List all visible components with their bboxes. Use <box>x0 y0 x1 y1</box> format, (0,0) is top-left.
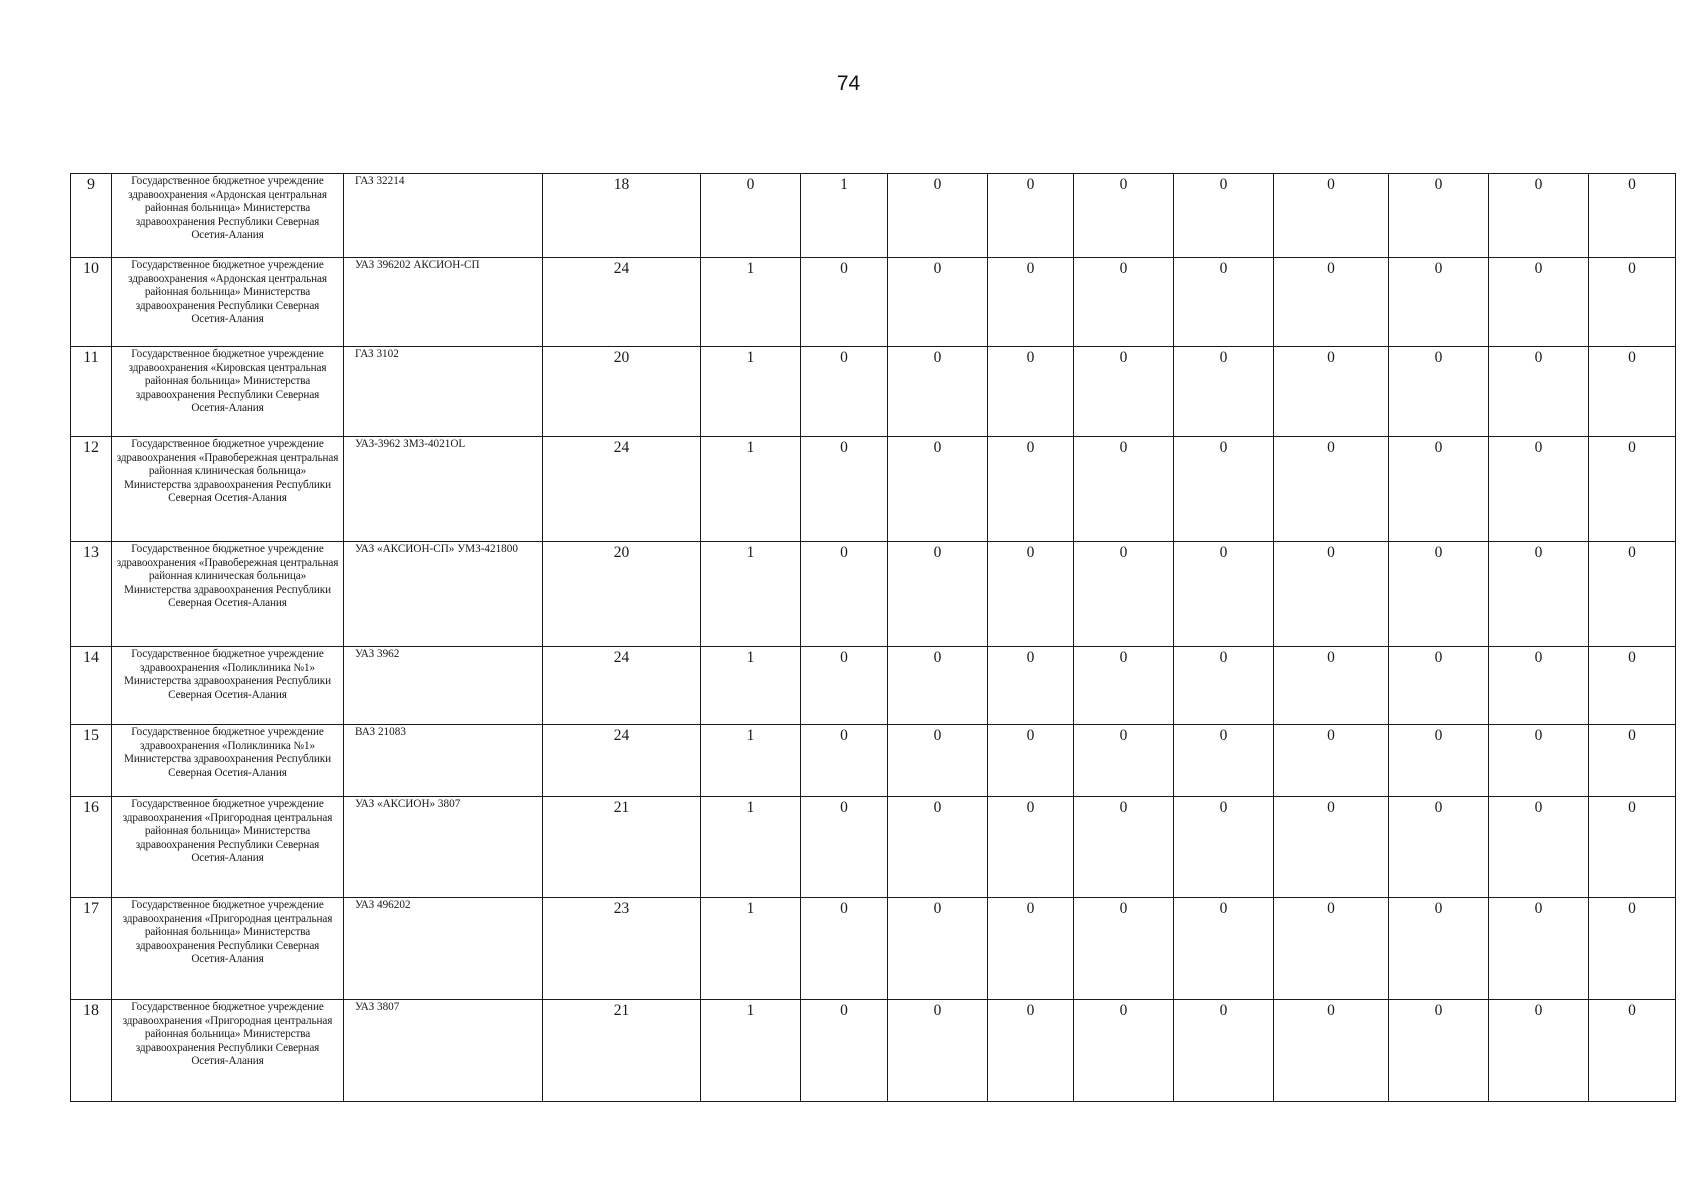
value-cell: 0 <box>1174 647 1274 725</box>
table-row <box>71 542 1676 647</box>
value-cell: 1 <box>701 725 801 797</box>
row-number-cell: 15 <box>71 725 112 797</box>
row-number-cell: 9 <box>71 174 112 258</box>
value-cell: 0 <box>1074 347 1174 437</box>
value-cell: 24 <box>543 258 701 347</box>
vehicle-model-cell: УАЗ 496202 <box>344 898 543 1000</box>
value-cell: 0 <box>988 174 1074 258</box>
value-cell: 0 <box>988 437 1074 542</box>
value-cell: 0 <box>1389 542 1489 647</box>
organization-cell: Государственное бюджетное учреждение здравоохранения «Кировская центральная районная больница» Министерства здравоохранения Республики Северная Осетия-Алания <box>112 347 344 437</box>
value-cell: 0 <box>701 174 801 258</box>
value-cell: 24 <box>543 725 701 797</box>
table-row <box>71 437 1676 542</box>
value-cell: 0 <box>1389 725 1489 797</box>
table-row <box>71 258 1676 347</box>
value-cell: 0 <box>1589 797 1676 898</box>
value-cell: 0 <box>1274 437 1389 542</box>
value-cell: 20 <box>543 347 701 437</box>
value-cell: 0 <box>888 647 988 725</box>
value-cell: 0 <box>1489 258 1589 347</box>
page-number: 74 <box>836 72 861 95</box>
table-row <box>71 174 1676 258</box>
value-cell: 0 <box>1174 174 1274 258</box>
value-cell: 0 <box>1074 725 1174 797</box>
organization-cell: Государственное бюджетное учреждение здравоохранения «Правобережная центральная районная клиническая больница» Министерства здравоохранения Республики Северная Осетия-Алания <box>112 542 344 647</box>
value-cell: 0 <box>1174 258 1274 347</box>
value-cell: 0 <box>1589 1000 1676 1102</box>
value-cell: 0 <box>1489 1000 1589 1102</box>
value-cell: 0 <box>801 542 888 647</box>
value-cell: 0 <box>888 437 988 542</box>
value-cell: 0 <box>1274 898 1389 1000</box>
value-cell: 0 <box>801 258 888 347</box>
vehicle-model-cell: УАЗ «АКСИОН» 3807 <box>344 797 543 898</box>
value-cell: 0 <box>1174 437 1274 542</box>
value-cell: 0 <box>888 725 988 797</box>
vehicle-table <box>70 173 1676 1102</box>
value-cell: 0 <box>801 797 888 898</box>
vehicle-model-cell: ВАЗ 21083 <box>344 725 543 797</box>
value-cell: 0 <box>988 898 1074 1000</box>
value-cell: 18 <box>543 174 701 258</box>
value-cell: 0 <box>801 437 888 542</box>
value-cell: 0 <box>1389 898 1489 1000</box>
value-cell: 23 <box>543 898 701 1000</box>
value-cell: 0 <box>1489 347 1589 437</box>
value-cell: 0 <box>1389 347 1489 437</box>
value-cell: 0 <box>1489 797 1589 898</box>
value-cell: 0 <box>888 1000 988 1102</box>
table-row <box>71 1000 1676 1102</box>
value-cell: 0 <box>801 347 888 437</box>
table-row <box>71 647 1676 725</box>
row-number-cell: 17 <box>71 898 112 1000</box>
value-cell: 0 <box>988 725 1074 797</box>
value-cell: 24 <box>543 437 701 542</box>
vehicle-model-cell: УАЗ-3962 ЗМЗ-4021OL <box>344 437 543 542</box>
value-cell: 0 <box>1589 542 1676 647</box>
organization-cell: Государственное бюджетное учреждение здравоохранения «Поликлиника №1» Министерства здравоохранения Республики Северная Осетия-Алания <box>112 647 344 725</box>
vehicle-model-cell: УАЗ 3962 <box>344 647 543 725</box>
value-cell: 0 <box>1389 1000 1489 1102</box>
value-cell: 1 <box>801 174 888 258</box>
value-cell: 0 <box>1274 347 1389 437</box>
value-cell: 0 <box>1174 1000 1274 1102</box>
value-cell: 0 <box>1274 797 1389 898</box>
value-cell: 0 <box>1589 898 1676 1000</box>
value-cell: 0 <box>1274 725 1389 797</box>
table-row <box>71 797 1676 898</box>
value-cell: 0 <box>1074 797 1174 898</box>
organization-cell: Государственное бюджетное учреждение здравоохранения «Пригородная центральная районная больница» Министерства здравоохранения Республики Северная Осетия-Алания <box>112 797 344 898</box>
value-cell: 0 <box>801 1000 888 1102</box>
row-number-cell: 13 <box>71 542 112 647</box>
organization-cell: Государственное бюджетное учреждение здравоохранения «Пригородная центральная районная больница» Министерства здравоохранения Республики Северная Осетия-Алания <box>112 1000 344 1102</box>
value-cell: 0 <box>1389 797 1489 898</box>
value-cell: 0 <box>1489 898 1589 1000</box>
value-cell: 0 <box>988 797 1074 898</box>
value-cell: 0 <box>1274 542 1389 647</box>
value-cell: 0 <box>988 347 1074 437</box>
vehicle-model-cell: ГАЗ 32214 <box>344 174 543 258</box>
value-cell: 0 <box>1589 258 1676 347</box>
organization-cell: Государственное бюджетное учреждение здравоохранения «Поликлиника №1» Министерства здравоохранения Республики Северная Осетия-Алания <box>112 725 344 797</box>
value-cell: 0 <box>1589 725 1676 797</box>
value-cell: 0 <box>1074 898 1174 1000</box>
value-cell: 0 <box>1074 174 1174 258</box>
value-cell: 0 <box>1489 647 1589 725</box>
value-cell: 0 <box>1074 258 1174 347</box>
value-cell: 0 <box>1274 258 1389 347</box>
value-cell: 0 <box>988 1000 1074 1102</box>
vehicle-model-cell: УАЗ «АКСИОН-СП» УМЗ-421800 <box>344 542 543 647</box>
row-number-cell: 18 <box>71 1000 112 1102</box>
value-cell: 1 <box>701 647 801 725</box>
organization-cell: Государственное бюджетное учреждение здравоохранения «Ардонская центральная районная больница» Министерства здравоохранения Республики Северная Осетия-Алания <box>112 174 344 258</box>
value-cell: 0 <box>1174 898 1274 1000</box>
value-cell: 0 <box>888 542 988 647</box>
value-cell: 0 <box>888 347 988 437</box>
value-cell: 0 <box>1489 437 1589 542</box>
row-number-cell: 14 <box>71 647 112 725</box>
value-cell: 0 <box>1389 437 1489 542</box>
value-cell: 0 <box>1389 258 1489 347</box>
value-cell: 0 <box>1489 725 1589 797</box>
table-row <box>71 725 1676 797</box>
value-cell: 1 <box>701 437 801 542</box>
value-cell: 0 <box>1389 647 1489 725</box>
value-cell: 0 <box>1074 437 1174 542</box>
value-cell: 0 <box>1274 1000 1389 1102</box>
row-number-cell: 10 <box>71 258 112 347</box>
organization-cell: Государственное бюджетное учреждение здравоохранения «Ардонская центральная районная больница» Министерства здравоохранения Республики Северная Осетия-Алания <box>112 258 344 347</box>
value-cell: 21 <box>543 1000 701 1102</box>
value-cell: 1 <box>701 1000 801 1102</box>
vehicle-model-cell: ГАЗ 3102 <box>344 347 543 437</box>
row-number-cell: 12 <box>71 437 112 542</box>
table-row <box>71 898 1676 1000</box>
value-cell: 0 <box>1589 347 1676 437</box>
value-cell: 1 <box>701 898 801 1000</box>
value-cell: 0 <box>888 898 988 1000</box>
value-cell: 0 <box>801 725 888 797</box>
organization-cell: Государственное бюджетное учреждение здравоохранения «Правобережная центральная районная клиническая больница» Министерства здравоохранения Республики Северная Осетия-Алания <box>112 437 344 542</box>
vehicle-model-cell: УАЗ 3807 <box>344 1000 543 1102</box>
value-cell: 0 <box>1489 174 1589 258</box>
value-cell: 0 <box>988 258 1074 347</box>
value-cell: 0 <box>1174 797 1274 898</box>
value-cell: 0 <box>1174 725 1274 797</box>
value-cell: 0 <box>1074 647 1174 725</box>
value-cell: 0 <box>1174 347 1274 437</box>
value-cell: 1 <box>701 347 801 437</box>
value-cell: 0 <box>1174 542 1274 647</box>
value-cell: 1 <box>701 542 801 647</box>
value-cell: 0 <box>988 542 1074 647</box>
value-cell: 0 <box>888 797 988 898</box>
value-cell: 0 <box>1489 542 1589 647</box>
row-number-cell: 11 <box>71 347 112 437</box>
value-cell: 0 <box>1074 1000 1174 1102</box>
value-cell: 0 <box>1589 647 1676 725</box>
organization-cell: Государственное бюджетное учреждение здравоохранения «Пригородная центральная районная больница» Министерства здравоохранения Республики Северная Осетия-Алания <box>112 898 344 1000</box>
value-cell: 21 <box>543 797 701 898</box>
value-cell: 0 <box>1074 542 1174 647</box>
vehicle-model-cell: УАЗ 396202 АКСИОН-СП <box>344 258 543 347</box>
value-cell: 0 <box>888 174 988 258</box>
value-cell: 24 <box>543 647 701 725</box>
value-cell: 0 <box>888 258 988 347</box>
value-cell: 0 <box>1274 174 1389 258</box>
value-cell: 1 <box>701 258 801 347</box>
value-cell: 0 <box>1589 437 1676 542</box>
table-row <box>71 347 1676 437</box>
row-number-cell: 16 <box>71 797 112 898</box>
value-cell: 0 <box>1274 647 1389 725</box>
value-cell: 0 <box>801 898 888 1000</box>
value-cell: 20 <box>543 542 701 647</box>
value-cell: 0 <box>988 647 1074 725</box>
value-cell: 0 <box>1589 174 1676 258</box>
value-cell: 0 <box>1389 174 1489 258</box>
value-cell: 1 <box>701 797 801 898</box>
value-cell: 0 <box>801 647 888 725</box>
